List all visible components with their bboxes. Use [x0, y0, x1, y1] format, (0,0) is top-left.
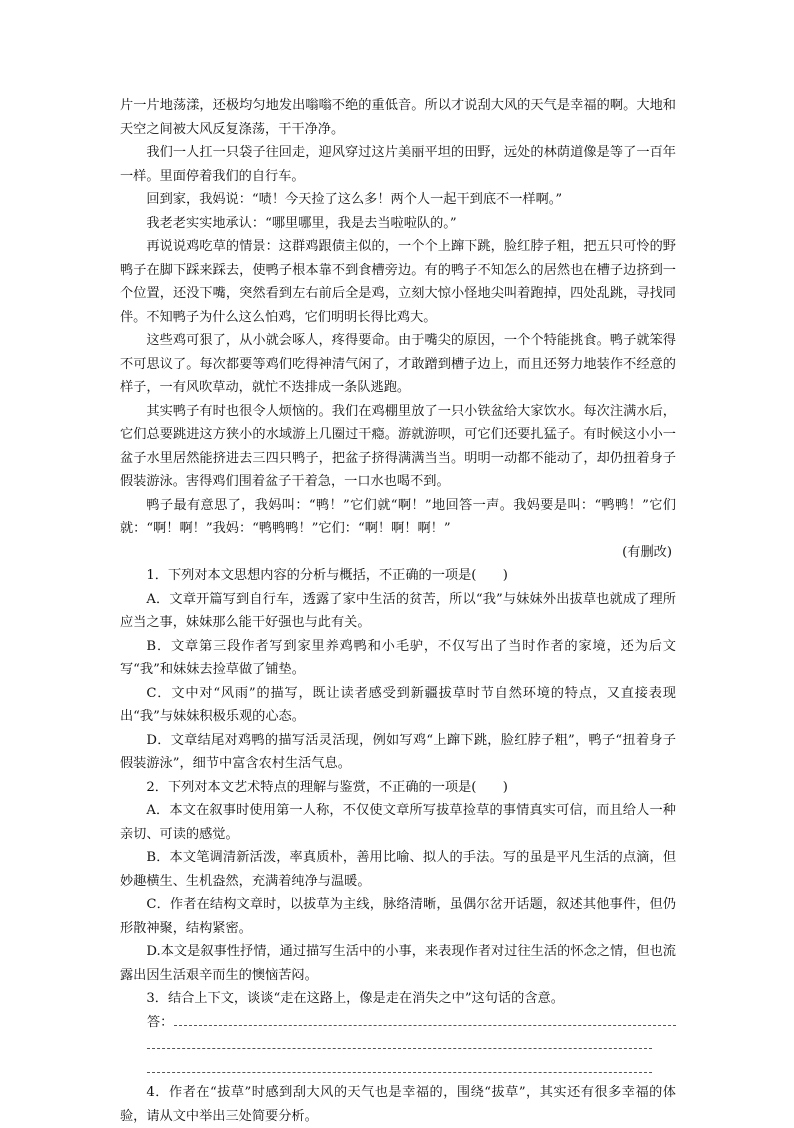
question-1-option-a: A．文章开篇写到自行车，透露了家中生活的贫苦，所以“我”与妹妹外出拔草也就成了理所应当之事，妹妹那么能干好强也与此有关。: [120, 591, 676, 630]
passage-paragraph-1: 片一片地荡漾，还极均匀地发出嗡嗡不绝的重低音。所以才说刮大风的天气是幸福的啊。大地和天空之间被大风反复涤荡，干干净净。: [120, 98, 676, 137]
question-1-stem: 1．下列对本文思想内容的分析与概括，不正确的一项是( ): [146, 568, 508, 583]
question-2-option-b: B．本文笔调清新活泼，率真质朴，善用比喻、拟人的手法。写的虽是平凡生活的点滴，但妙趣横生、生机盎然，充满着纯净与温暖。: [120, 850, 676, 889]
question-2-stem: 2．下列对本文艺术特点的理解与鉴赏，不正确的一项是( ): [146, 779, 508, 795]
question-1-option-d: D．文章结尾对鸡鸭的描写活灵活现，例如写鸡“上蹿下跳，脸红脖子粗”，鸭子“扭着身子假装游泳”，细节中富含农村生活气息。: [120, 732, 676, 771]
passage-paragraph-6: 这些鸡可狠了，从小就会啄人，疼得要命。由于嘴尖的原因，一个个特能挑食。鸭子就笨得不可思议了。每次都要等鸡们吃得神清气闲了，才敢蹭到槽子边上，而且还努力地装作不经意的样子，一有风吹草动，就忙不迭排成一条队逃跑。: [120, 333, 676, 395]
answer-label: 答：: [147, 1014, 174, 1030]
question-2-option-d: D.本文是叙事性抒情，通过描写生活中的小事，来表现作者对过往生活的怀念之情，但也流露出因生活艰辛而生的懊恼苦闷。: [120, 944, 676, 983]
answer-line-2[interactable]: [120, 1034, 676, 1058]
document-page: [120, 94, 676, 1128]
passage-paragraph-5: 再说说鸡吃草的情景：这群鸡跟债主似的，一个个上蹿下跳，脸红脖子粗，把五只可怜的野鸭子在脚下踩来踩去，使鸭子根本靠不到食槽旁边。有的鸭子不知怎么的居然也在槽子边挤到一个位置，还没下嘴，突然看到左右前后全是鸡，立刻大惊小怪地尖叫着跑掉，四处乱跳，寻找同伴。不知鸭子为什么这么怕鸡，它们明明长得比鸡大。: [120, 239, 676, 325]
answer-line-1[interactable]: [120, 1011, 676, 1035]
question-4-stem: 4．作者在“拔草”时感到刮大风的天气也是幸福的，围绕“拔草”，其实还有很多幸福的体验，请从文中举出三处简要分析。: [120, 1085, 676, 1124]
answer-dotted-rule: [147, 1048, 652, 1049]
question-2-option-c: C．作者在结构文章时，以拔草为主线，脉络清晰，虽偶尔岔开话题，叙述其他事件，但仍形散神聚，结构紧密。: [120, 897, 676, 936]
passage-paragraph-8: 鸭子最有意思了，我妈叫：“鸭！”它们就“啊！”地回答一声。我妈要是叫：“鸭鸭！”它们就：“啊！啊！”我妈：“鸭鸭鸭！”它们：“啊！啊！啊！”: [120, 497, 676, 536]
answer-line-3[interactable]: [120, 1058, 676, 1082]
passage-paragraph-7: 其实鸭子有时也很令人烦恼的。我们在鸡棚里放了一只小铁盆给大家饮水。每次注满水后，它们总要跳进这方狭小的水域游上几圈过干瘾。游就游呗，可它们还要扎猛子。有时候这小小一盆子水里居然能挤进去三四只鸭子，把盆子挤得满满当当。明明一动都不能动了，却仍扭着身子假装游泳。害得鸡们围着盆子干着急，一口水也喝不到。: [120, 403, 676, 489]
question-1-option-b: B．文章第三段作者写到家里养鸡鸭和小毛驴，不仅写出了当时作者的家境，还为后文写“我”和妹妹去捡草做了铺垫。: [120, 638, 676, 677]
question-2-option-a: A．本文在叙事时使用第一人称，不仅使文章所写拔草捡草的事情真实可信，而且给人一种亲切、可读的感觉。: [120, 803, 676, 842]
question-1-option-c: C．文中对“风雨”的描写，既让读者感受到新疆拔草时节自然环境的特点，又直接表现出“我”与妹妹积极乐观的心态。: [120, 685, 676, 724]
source-note: (有删改): [622, 544, 672, 560]
answer-dotted-rule: [174, 1025, 676, 1026]
passage-paragraph-3: 回到家，我妈说：“啧！今天捡了这么多！两个人一起干到底不一样啊。”: [146, 192, 563, 207]
question-3-stem: 3．结合上下文，谈谈“走在这路上，像是走在消失之中”这句话的含意。: [146, 991, 564, 1006]
answer-dotted-rule: [147, 1072, 652, 1073]
passage-paragraph-4: 我老老实实地承认：“哪里哪里，我是去当啦啦队的。”: [146, 215, 457, 231]
passage-paragraph-2: 我们一人扛一只袋子往回走，迎风穿过这片美丽平坦的田野，远处的林荫道像是等了一百年一样。里面停着我们的自行车。: [120, 145, 676, 184]
